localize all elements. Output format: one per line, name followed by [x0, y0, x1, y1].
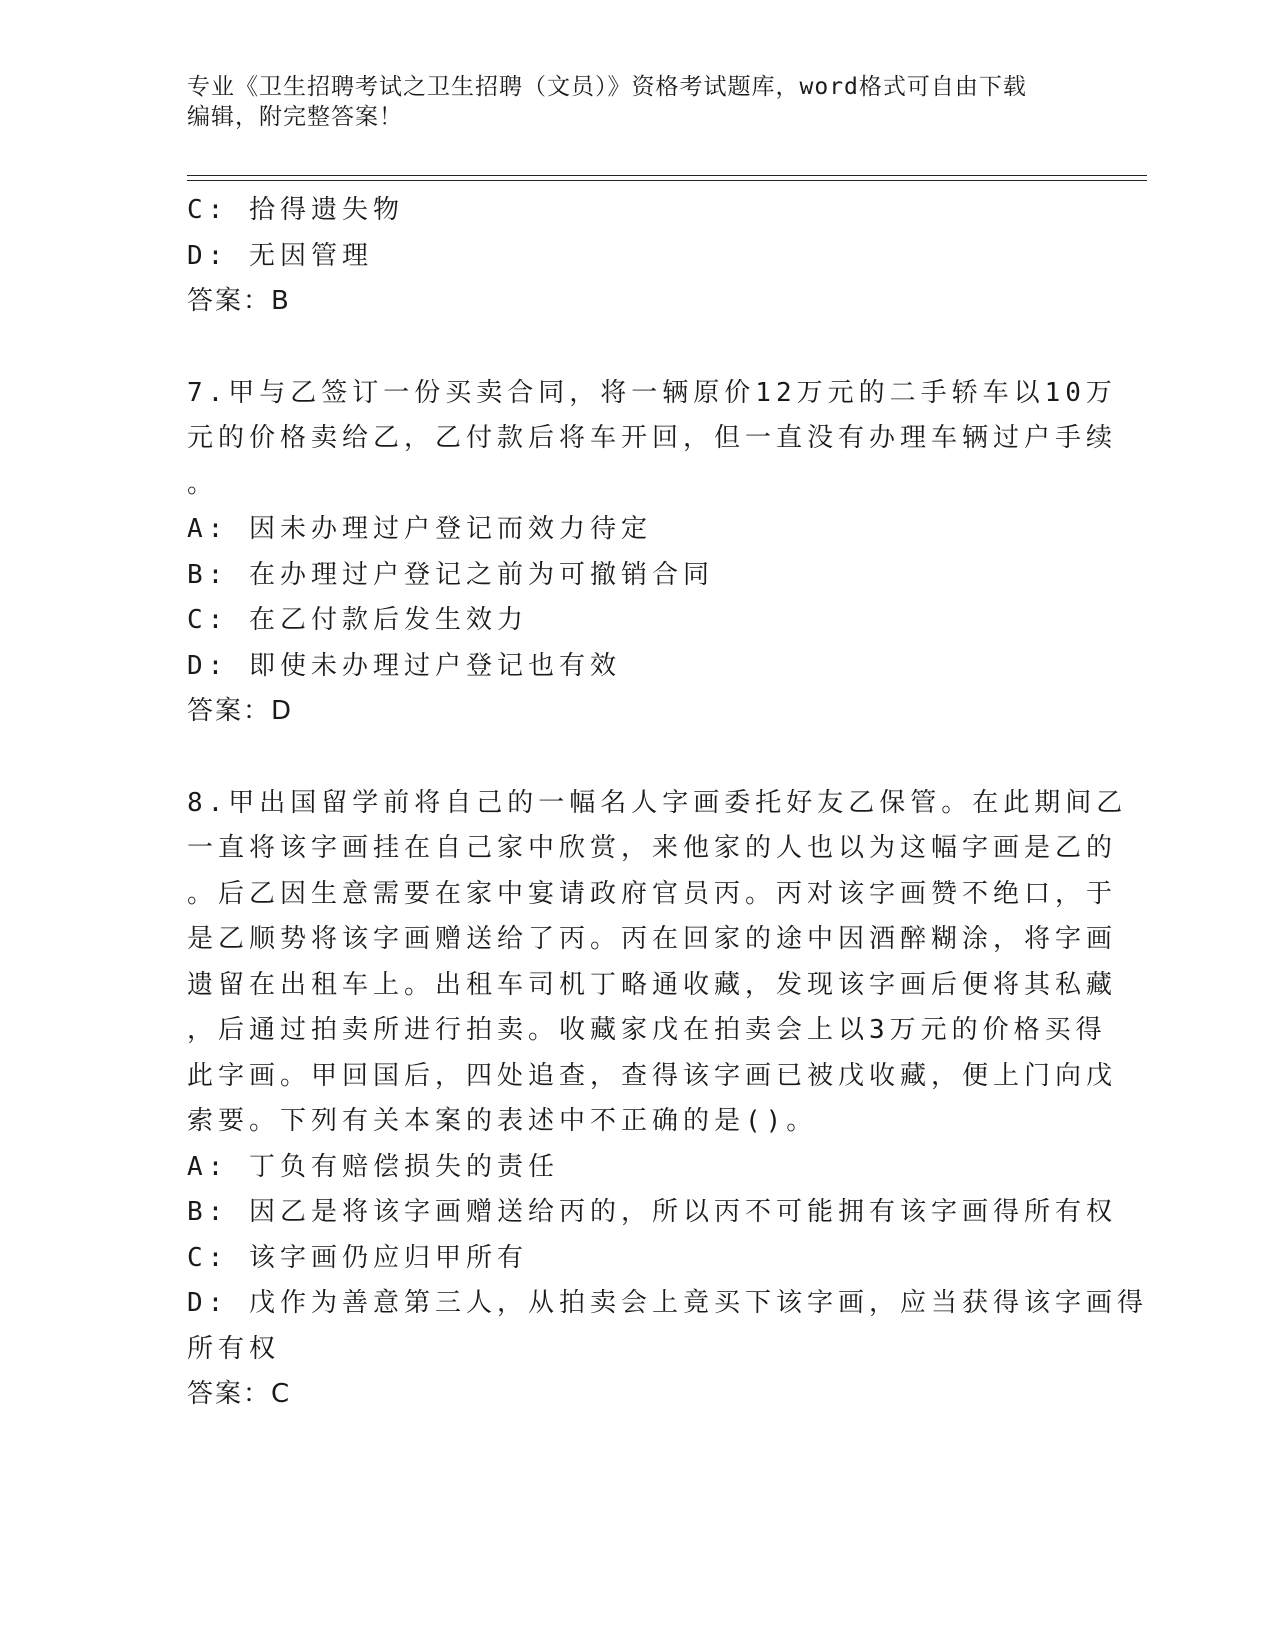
option-c: C: 拾得遗失物 — [187, 195, 404, 225]
stem-line: 7.甲与乙签订一份买卖合同，将一辆原价12万元的二手轿车以10万 — [187, 377, 1117, 408]
spacer — [187, 325, 1067, 371]
stem-line: ，后通过拍卖所进行拍卖。收藏家戊在拍卖会上以3万元的价格买得 — [187, 1015, 1107, 1045]
question-7 — [187, 371, 1118, 735]
stem-line: 8.甲出国留学前将自己的一幅名人字画委托好友乙保管。在此期间乙 — [187, 787, 1128, 818]
option-d: D: 即使未办理过户登记也有效 — [187, 650, 621, 681]
header-rule-top — [187, 175, 1147, 176]
question-8-stem — [187, 781, 1128, 1145]
stem-line: 遗留在出租车上。出租车司机丁略通收藏，发现该字画后便将其私藏 — [187, 969, 1118, 1000]
stem-line: 一直将该字画挂在自己家中欣赏，来他家的人也以为这幅字画是乙的 — [187, 833, 1118, 863]
answer-label: 答案：B — [187, 286, 291, 316]
answer-label: 答案：C — [187, 1379, 292, 1409]
header-line-1: 专业《卫生招聘考试之卫生招聘（文员）》资格考试题库，word格式可自由下载 — [187, 74, 1027, 100]
answer-label: 答案：D — [187, 696, 294, 726]
option-a: A: 因未办理过户登记而效力待定 — [187, 514, 652, 544]
document-page — [187, 0, 1147, 1650]
option-b: B: 在办理过户登记之前为可撤销合同 — [187, 559, 714, 590]
question-8 — [187, 781, 1148, 1418]
option-d: D: 无因管理 — [187, 240, 373, 271]
stem-line: 。 — [187, 468, 219, 499]
stem-line: 是乙顺势将该字画赠送给了丙。丙在回家的途中因酒醉糊涂，将字画 — [187, 924, 1118, 954]
document-header — [187, 72, 1067, 132]
stem-line: 元的价格卖给乙，乙付款后将车开回，但一直没有办理车辆过户手续 — [187, 423, 1118, 453]
question-6-tail — [187, 188, 1067, 325]
option-c: C: 该字画仍应归甲所有 — [187, 1242, 528, 1273]
option-c: C: 在乙付款后发生效力 — [187, 605, 528, 635]
stem-line: 。后乙因生意需要在家中宴请政府官员丙。丙对该字画赞不绝口，于 — [187, 878, 1118, 909]
stem-line: 此字画。甲回国后，四处追查，查得该字画已被戊收藏，便上门向戊 — [187, 1060, 1118, 1091]
question-7-stem — [187, 371, 1118, 508]
option-d: D: 戊作为善意第三人，从拍卖会上竟买下该字画，应当获得该字画得 — [187, 1288, 1148, 1318]
stem-line: 索要。下列有关本案的表述中不正确的是()。 — [187, 1106, 818, 1136]
option-b: B: 因乙是将该字画赠送给丙的，所以丙不可能拥有该字画得所有权 — [187, 1197, 1117, 1227]
option-d-continued: 所有权 — [187, 1333, 281, 1364]
document-body — [187, 188, 1148, 1418]
header-rule-bottom — [187, 180, 1147, 181]
option-a: A: 丁负有赔偿损失的责任 — [187, 1151, 559, 1182]
header-line-2: 编辑，附完整答案！ — [187, 104, 403, 130]
spacer — [187, 735, 1067, 781]
